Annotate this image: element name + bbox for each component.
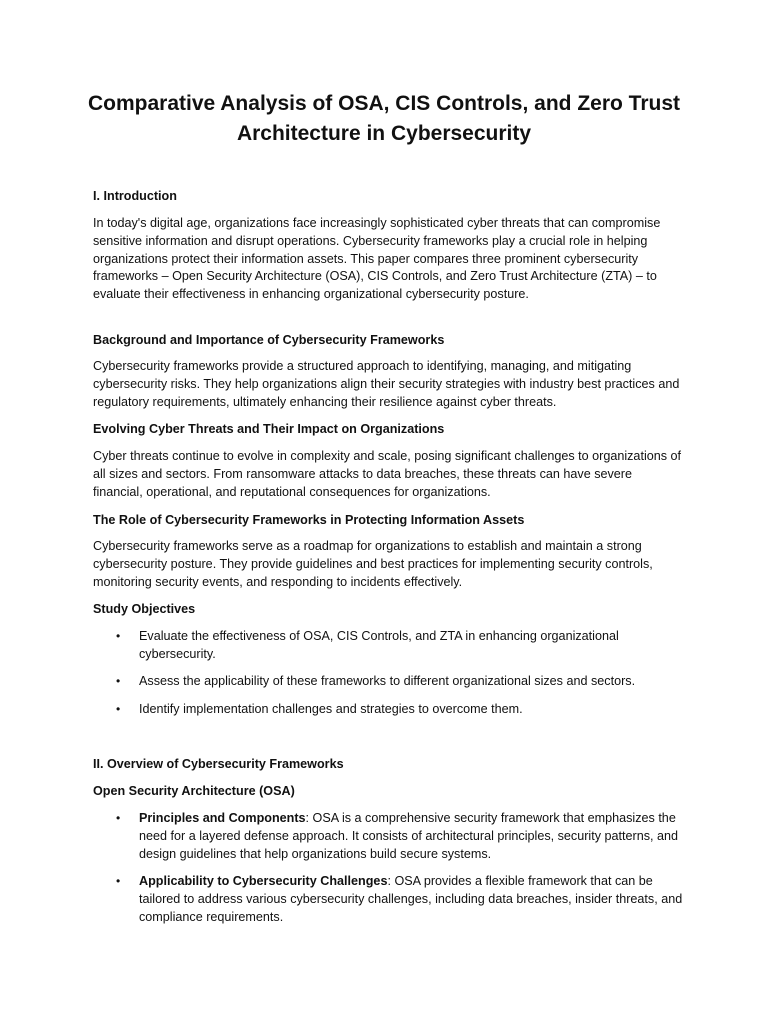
- section-heading-overview: II. Overview of Cybersecurity Frameworks: [93, 757, 344, 771]
- bullet-icon: •: [116, 629, 121, 643]
- objective-text: Assess the applicability of these frameworks to different organizational sizes and sectors.: [139, 674, 636, 688]
- bullet-icon: •: [116, 674, 121, 688]
- osa-item: [116, 873, 687, 926]
- osa-item-text: : OSA provides a flexible framework that can be tailored to address various cybersecurity challenges, including data breaches, insider threats, and compliance requirements.: [139, 874, 683, 924]
- objective-item: [116, 628, 687, 664]
- objective-text: Identify implementation challenges and strategies to overcome them.: [139, 702, 523, 716]
- subheading-background: Background and Importance of Cybersecurity Frameworks: [93, 333, 445, 347]
- subheading-study-objectives: Study Objectives: [93, 602, 196, 616]
- osa-item-text: : OSA is a comprehensive security framework that emphasizes the need for a layered defense approach. It consists of architectural principles, security patterns, and design guidelines that help organizations build secure systems.: [139, 811, 679, 861]
- role-paragraph: Cybersecurity frameworks serve as a roadmap for organizations to establish and maintain a strong cybersecurity posture. They provide guidelines and best practices for implementing security controls, monitoring security events, and responding to incidents effectively.: [93, 539, 653, 589]
- bullet-icon: •: [116, 811, 121, 825]
- osa-item-label: Principles and Components: [139, 811, 306, 825]
- section-heading-introduction: I. Introduction: [93, 189, 177, 203]
- objective-text: Evaluate the effectiveness of OSA, CIS Controls, and ZTA in enhancing organizational cybersecurity.: [139, 629, 619, 661]
- threats-paragraph: Cyber threats continue to evolve in complexity and scale, posing significant challenges to organizations of all sizes and sectors. From ransomware attacks to data breaches, these threats can have severe financial, operational, and reputational consequences for organizations.: [93, 449, 682, 499]
- bullet-icon: •: [116, 874, 121, 888]
- intro-paragraph: In today's digital age, organizations face increasingly sophisticated cyber threats that can compromise sensitive information and disrupt operations. Cybersecurity frameworks play a crucial role in helping organizations protect their information assets. This paper compares three prominent cybersecurity frameworks – Open Security Architecture (OSA), CIS Controls, and Zero Trust Architecture (ZTA) – to evaluate their effectiveness in enhancing organizational cybersecurity posture.: [93, 216, 661, 302]
- page-title: Comparative Analysis of OSA, CIS Controls, and Zero Trust Architecture in Cybersecurity: [88, 92, 680, 145]
- osa-item: [116, 810, 687, 863]
- objective-item: [116, 673, 687, 691]
- objective-item: [116, 701, 687, 719]
- subheading-osa: Open Security Architecture (OSA): [93, 784, 295, 798]
- osa-item-label: Applicability to Cybersecurity Challenges: [139, 874, 388, 888]
- background-paragraph: Cybersecurity frameworks provide a structured approach to identifying, managing, and mitigating cybersecurity risks. They help organizations align their security strategies with industry best practices and regulatory requirements, ultimately enhancing their resilience against cyber threats.: [93, 359, 680, 409]
- bullet-icon: •: [116, 702, 121, 716]
- subheading-evolving-threats: Evolving Cyber Threats and Their Impact on Organizations: [93, 422, 445, 436]
- subheading-role-of-frameworks: The Role of Cybersecurity Frameworks in Protecting Information Assets: [93, 513, 525, 527]
